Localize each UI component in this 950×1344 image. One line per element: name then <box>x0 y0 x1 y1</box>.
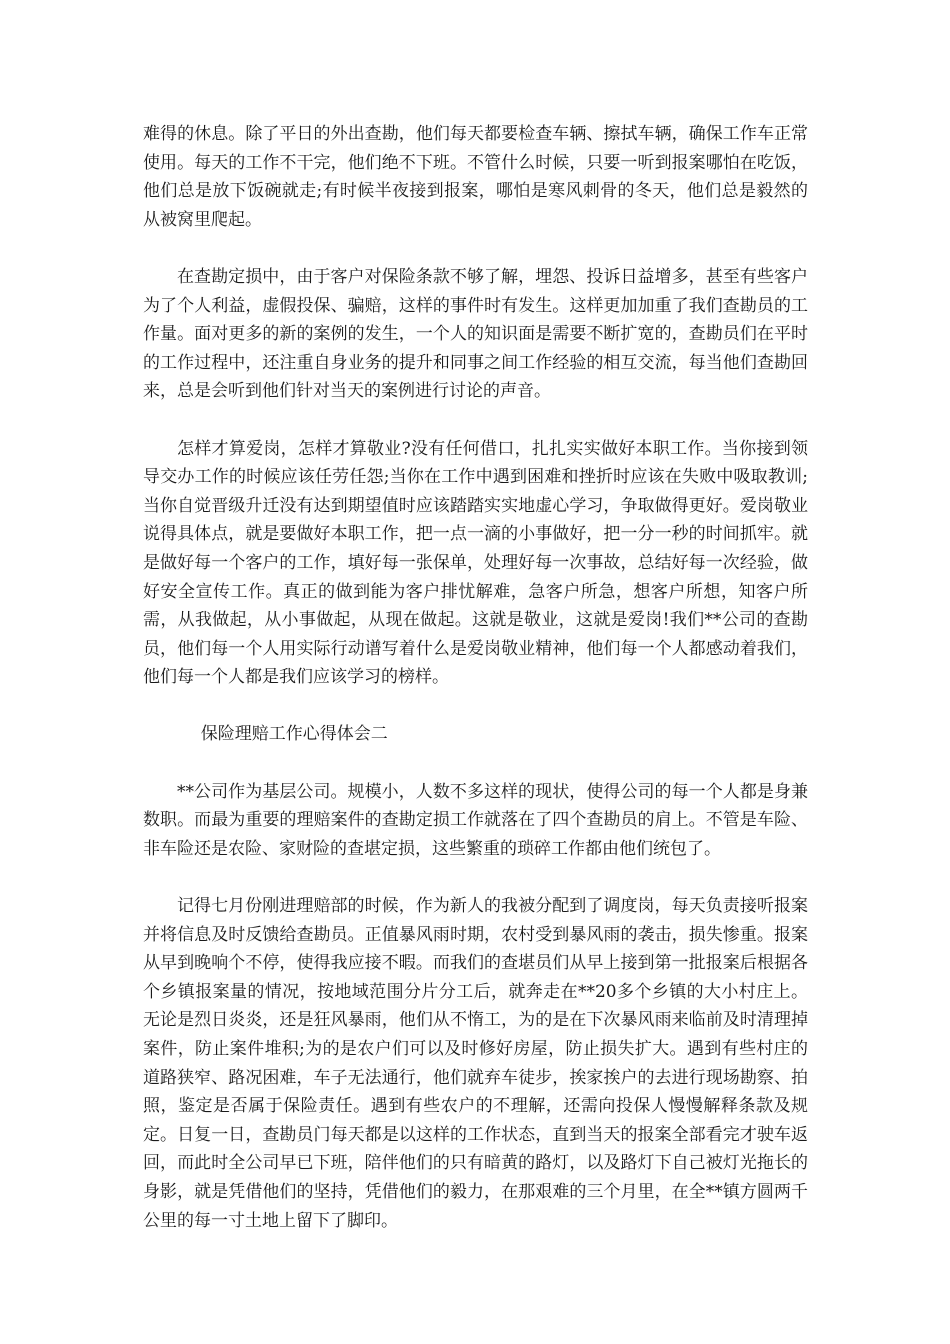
paragraph-survey-workload: 在查勘定损中，由于客户对保险条款不够了解，埋怨、投诉日益增多，甚至有些客户为了个人利益，虚假投保、骗赔，这样的事件时有发生。这样更加加重了我们查勘员的工作量。面对更多的新的案例的发生，一个人的知识面是需要不断扩宽的，查勘员们在平时的工作过程中，还注重自身业务的提升和同事之间工作经验的相互交流，每当他们查勘回来，总是会听到他们针对当天的案例进行讨论的声音。 <box>143 266 808 402</box>
paragraph-july-memory: 记得七月份刚进理赔部的时候，作为新人的我被分配到了调度岗，每天负责接听报案并将信息及时反馈给查勘员。正值暴风雨时期，农村受到暴风雨的袭击，损失惨重。报案从早到晚响个不停，使得我应接不暇。而我们的查堪员们从早上接到第一批报案后根据各个乡镇报案量的情况，按地域范围分片分工后，就奔走在**20多个乡镇的大小村庄上。无论是烈日炎炎，还是狂风暴雨，他们从不惰工，为的是在下次暴风雨来临前及时清理掉案件，防止案件堆积;为的是农户们可以及时修好房屋，防止损失扩大。遇到有些村庄的道路狭窄、路况困难，车子无法通行，他们就弃车徒步，挨家挨户的去进行现场勘察、拍照，鉴定是否属于保险责任。遇到有些农户的不理解，还需向投保人慢慢解释条款及规定。日复一日，查勘员门每天都是以这样的工作状态，直到当天的报案全部看完才驶车返回，而此时全公司早已下班，陪伴他们的只有暗黄的路灯，以及路灯下自己被灯光拖长的身影，就是凭借他们的坚持，凭借他们的毅力，在那艰难的三个月里，在全**镇方圆两千公里的每一寸土地上留下了脚印。 <box>143 896 808 1231</box>
paragraph-rest-time: 难得的休息。除了平日的外出查勘，他们每天都要检查车辆、擦拭车辆，确保工作车正常使用。每天的工作不干完，他们绝不下班。不管什么时候，只要一听到报案哪怕在吃饭，他们总是放下饭碗就走;有时候半夜接到报案，哪怕是寒风刺骨的冬天，他们总是毅然的从被窝里爬起。 <box>143 124 808 230</box>
paragraph-dedication: 怎样才算爱岗，怎样才算敬业?没有任何借口，扎扎实实做好本职工作。当你接到领导交办工作的时候应该任劳任怨;当你在工作中遇到困难和挫折时应该在失败中吸取教训;当你自觉晋级升迁没有达到期望值时应该踏踏实实地虚心学习，争取做得更好。爱岗敬业说得具体点，就是要做好本职工作，把一点一滴的小事做好，把一分一秒的时间抓牢。就是做好每一个客户的工作，填好每一张保单，处理好每一次事故，总结好每一次经验，做好安全宣传工作。真正的做到能为客户排忧解难，急客户所急，想客户所想，知客户所需，从我做起，从小事做起，从现在做起。这就是敬业，这就是爱岗!我们**公司的查勘员，他们每一个人用实际行动谱写着什么是爱岗敬业精神，他们每一个人都感动着我们，他们每一个人都是我们应该学习的榜样。 <box>143 438 808 688</box>
paragraph-company-intro: **公司作为基层公司。规模小，人数不多这样的现状，使得公司的每一个人都是身兼数职。而最为重要的理赔案件的查勘定损工作就落在了四个查勘员的肩上。不管是车险、非车险还是农险、家财险的查堪定损，这些繁重的琐碎工作都由他们统包了。 <box>143 781 808 859</box>
document-body <box>143 120 808 1264</box>
section-heading: 保险理赔工作心得体会二 <box>200 724 388 745</box>
